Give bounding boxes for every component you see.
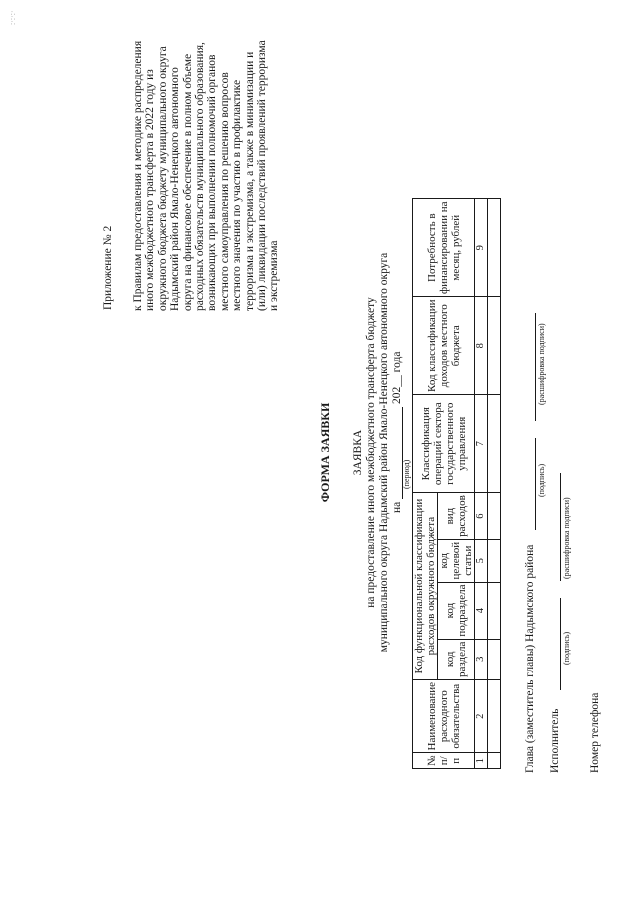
column-number: 1	[475, 753, 488, 769]
phone-label: Номер телефона	[589, 692, 601, 773]
appendix-line: к Правилам предоставления и методике распределения	[132, 40, 144, 311]
column-number: 3	[475, 639, 488, 679]
head-sign-line	[524, 438, 536, 530]
header-func-classification: Код функциональной классификации расходов окружного бюджета	[413, 493, 438, 680]
period-suffix: 202__ года	[391, 351, 403, 404]
request-line-1: на предоставление иного межбюджетного трансферта бюджету	[365, 297, 377, 608]
header-section: код раздела	[438, 639, 475, 679]
head-label: Глава (заместитель главы) Надымского района	[524, 544, 536, 773]
head-signature-row	[524, 313, 536, 773]
empty-cell	[488, 199, 501, 297]
appendix-line: иного межбюджетного трансферта в 2022 году из	[144, 69, 157, 311]
column-number: 4	[475, 582, 488, 639]
header-target: код целевой статьи	[438, 539, 475, 582]
executor-sign-caption: (подпись)	[562, 631, 571, 665]
empty-cell	[488, 679, 501, 753]
empty-cell	[488, 297, 501, 395]
header-income-code: Код классификации доходов местного бюджета	[413, 297, 475, 395]
header-subsection: код подраздела	[438, 582, 475, 639]
column-number: 6	[475, 493, 488, 540]
header-type: вид расходов	[438, 493, 475, 540]
header-need: Потребность в финансировании на месяц, рублей	[413, 199, 475, 297]
head-decode-line	[524, 313, 536, 421]
period-caption: (период)	[402, 459, 411, 489]
request-title: ЗАЯВКА	[352, 429, 364, 476]
column-number: 7	[475, 395, 488, 493]
header-num: № п/п	[413, 753, 475, 769]
empty-cell	[488, 493, 501, 540]
request-line-2: муниципального округа Надымский район Ямало-Ненецкого автономного округа	[378, 252, 390, 653]
appendix-number: Приложение № 2	[102, 225, 114, 310]
empty-cell	[488, 582, 501, 639]
appendix-line: окружного бюджета бюджету муниципального округа	[156, 46, 169, 311]
column-number: 9	[475, 199, 488, 297]
executor-decode-line	[549, 473, 561, 581]
column-number: 8	[475, 297, 488, 395]
empty-cell	[488, 639, 501, 679]
appendix-line: (или) ликвидации последствий проявлений терроризма	[256, 40, 269, 311]
head-decode-caption: (расшифровка подписи)	[537, 323, 546, 405]
executor-label: Исполнитель	[549, 708, 561, 773]
appendix-line: Надымский район Ямало-Ненецкого автономного	[169, 67, 182, 311]
column-number: 2	[475, 679, 488, 753]
period-prefix: на	[391, 501, 403, 513]
head-sign-caption: (подпись)	[537, 463, 546, 497]
header-kosgu: Классификация операций сектора государственного управления	[413, 395, 475, 493]
appendix-line: округа на финансовое обеспечение в полном объеме	[181, 53, 194, 311]
header-name: Наименование расходного обязательства	[413, 679, 475, 753]
executor-sign-line	[549, 598, 561, 690]
appendix-line: терроризма и экстремизма, а также в минимизации и	[243, 51, 256, 311]
column-number: 5	[475, 539, 488, 582]
appendix-line: возникающих при выполнении полномочий органов	[206, 54, 219, 311]
empty-cell	[488, 539, 501, 582]
appendix-line: местного самоуправления по решению вопросов	[218, 72, 231, 311]
appendix-line: местного значения по участию в профилактике	[231, 79, 244, 311]
scan-edge-marks: :·:·:·	[8, 10, 17, 25]
executor-decode-caption: (расшифровка подписи)	[562, 497, 571, 579]
executor-signature-row	[549, 473, 561, 773]
empty-cell	[488, 395, 501, 493]
appendix-text	[132, 40, 281, 311]
appendix-line: расходных обязательств муниципального образования,	[194, 42, 207, 311]
form-title: ФОРМА ЗАЯВКИ	[318, 402, 332, 503]
appendix-line: и экстремизма	[268, 240, 281, 311]
request-table	[412, 198, 501, 769]
empty-cell	[488, 753, 501, 769]
